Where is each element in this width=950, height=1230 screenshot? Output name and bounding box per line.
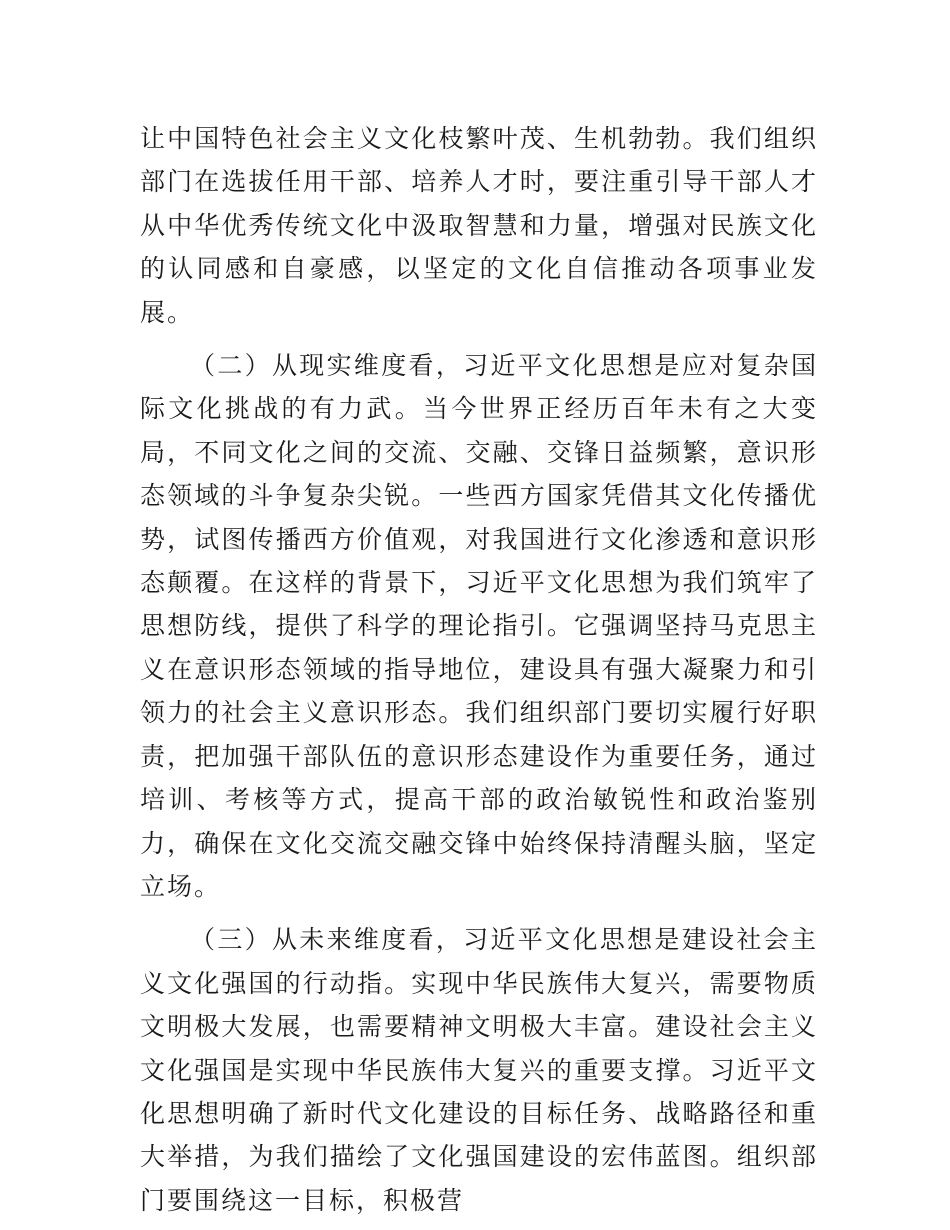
paragraph-section-three: （三）从未来维度看，习近平文化思想是建设社会主义文化强国的行动指。实现中华民族伟大复兴，需要物质文明极大发展，也需要精神文明极大丰富。建设社会主义文化强国是实现中华民族伟大复兴的重要支撑。习近平文化思想明确了新时代文化建设的目标任务、战略路径和重大举措，为我们描绘了文化强国建设的宏伟蓝图。组织部门要围绕这一目标，积极营: [140, 925, 818, 1215]
document-body: [140, 117, 818, 1222]
paragraph-continuation: 让中国特色社会主义文化枝繁叶茂、生机勃勃。我们组织部门在选拔任用干部、培养人才时，要注重引导干部人才从中华优秀传统文化中汲取智慧和力量，增强对民族文化的认同感和自豪感，以坚定的文化自信推动各项事业发展。: [140, 124, 818, 327]
paragraph-section-two: （二）从现实维度看，习近平文化思想是应对复杂国际文化挑战的有力武。当今世界正经历百年未有之大变局，不同文化之间的交流、交融、交锋日益频繁，意识形态领域的斗争复杂尖锐。一些西方国家凭借其文化传播优势，试图传播西方价值观，对我国进行文化渗透和意识形态颠覆。在这样的背景下，习近平文化思想为我们筑牢了思想防线，提供了科学的理论指引。它强调坚持马克思主义在意识形态领域的指导地位，建设具有强大凝聚力和引领力的社会主义意识形态。我们组织部门要切实履行好职责，把加强干部队伍的意识形态建设作为重要任务，通过培训、考核等方式，提高干部的政治敏锐性和政治鉴别力，确保在文化交流交融交锋中始终保持清醒头脑，坚定立场。: [140, 351, 818, 901]
